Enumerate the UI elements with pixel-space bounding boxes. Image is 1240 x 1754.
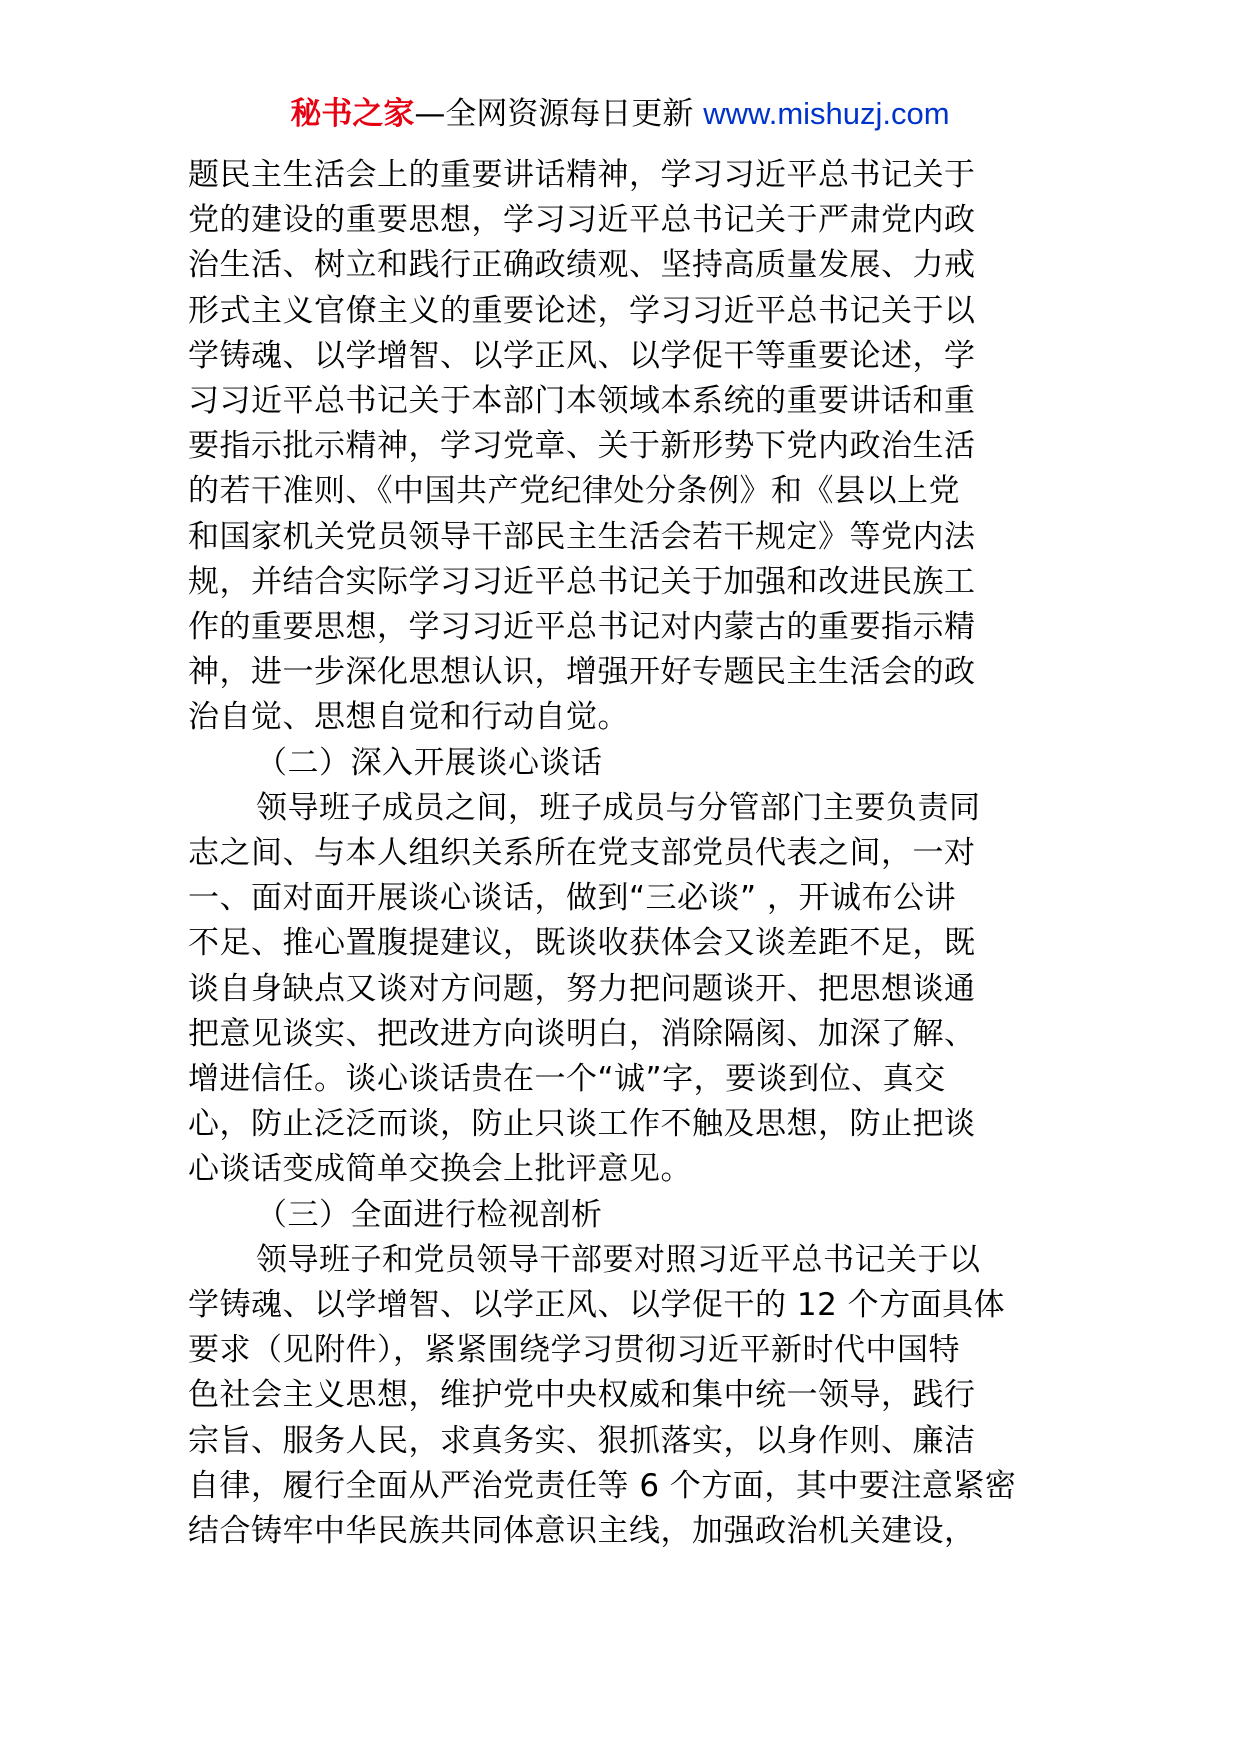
- body-line: 学铸魂、以学增智、以学正风、以学促干的 12 个方面具体: [188, 1287, 1006, 1324]
- body-line: 要指示批示精神，学习党章、关于新形势下党内政治生活: [188, 428, 976, 465]
- body-line: 和国家机关党员领导干部民主生活会若干规定》等党内法: [188, 518, 976, 555]
- body-line: 心谈话变成简单交换会上批评意见。: [188, 1151, 692, 1188]
- body-line: 一、面对面开展谈心谈话，做到“三必谈” ，开诚布公讲: [188, 880, 956, 917]
- site-url[interactable]: www.mishuzj.com: [703, 96, 950, 131]
- body-line: 结合铸牢中华民族共同体意识主线，加强政治机关建设，: [188, 1513, 976, 1550]
- body-line: 谈自身缺点又谈对方问题，努力把问题谈开、把思想谈通: [188, 970, 976, 1007]
- body-line: 党的建设的重要思想，学习习近平总书记关于严肃党内政: [188, 202, 976, 239]
- body-line: 规，并结合实际学习习近平总书记关于加强和改进民族工: [188, 563, 976, 600]
- body-line: 治生活、树立和践行正确政绩观、坚持高质量发展、力戒: [188, 247, 976, 284]
- body-line: 心，防止泛泛而谈，防止只谈工作不触及思想，防止把谈: [188, 1106, 976, 1143]
- body-line: 自律，履行全面从严治党责任等 6 个方面，其中要注意紧密: [188, 1467, 1017, 1504]
- paragraph-first-line: 领导班子成员之间，班子成员与分管部门主要负责同: [256, 789, 981, 826]
- body-line: 作的重要思想，学习习近平总书记对内蒙古的重要指示精: [188, 609, 976, 646]
- paragraph-first-line: 领导班子和党员领导干部要对照习近平总书记关于以: [256, 1241, 981, 1278]
- body-line: 增进信任。谈心谈话贵在一个“诚”字，要谈到位、真交: [188, 1061, 946, 1098]
- body-line: 学铸魂、以学增智、以学正风、以学促干等重要论述，学: [188, 337, 976, 374]
- body-line: 习习近平总书记关于本部门本领域本系统的重要讲话和重: [188, 383, 976, 420]
- body-line: 要求（见附件），紧紧围绕学习贯彻习近平新时代中国特: [188, 1332, 960, 1369]
- body-line: 色社会主义思想，维护党中央权威和集中统一领导，践行: [188, 1377, 976, 1414]
- body-line: 治自觉、思想自觉和行动自觉。: [188, 699, 629, 736]
- body-line: 志之间、与本人组织关系所在党支部党员代表之间，一对: [188, 835, 976, 872]
- body-line: 形式主义官僚主义的重要论述，学习习近平总书记关于以: [188, 292, 976, 329]
- body-line: 题民主生活会上的重要讲话精神，学习习近平总书记关于: [188, 157, 976, 193]
- section-heading-3: （三）全面进行检视剖析: [256, 1196, 603, 1233]
- site-header: [0, 90, 1240, 138]
- section-heading-2: （二）深入开展谈心谈话: [256, 744, 603, 781]
- body-line: 神，进一步深化思想认识，增强开好专题民主生活会的政: [188, 654, 976, 691]
- body-line: 的若干准则、《中国共产党纪律处分条例》和《县以上党: [188, 473, 960, 510]
- body-line: 不足、推心置腹提建议，既谈收获体会又谈差距不足，既: [188, 925, 976, 962]
- site-tagline: —全网资源每日更新: [414, 96, 704, 132]
- site-brand: 秘书之家: [290, 96, 415, 132]
- body-line: 把意见谈实、把改进方向谈明白，消除隔阂、加深了解、: [188, 1015, 976, 1052]
- body-line: 宗旨、服务人民，求真务实、狠抓落实，以身作则、廉洁: [188, 1422, 976, 1459]
- document-body: [188, 153, 1064, 1554]
